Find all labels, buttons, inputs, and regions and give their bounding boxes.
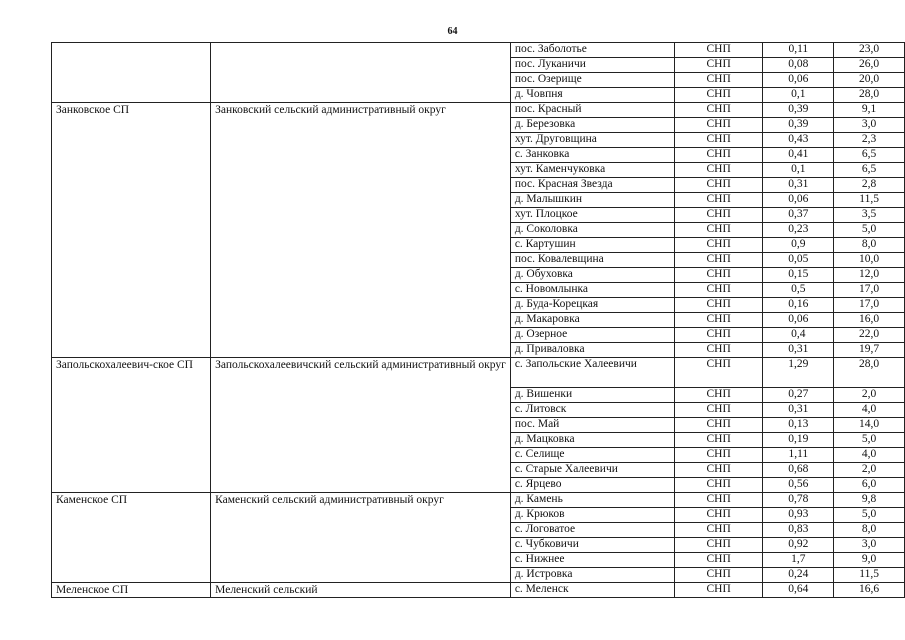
type-cell: СНП xyxy=(674,493,763,508)
distance-cell: 20,0 xyxy=(834,73,905,88)
type-cell: СНП xyxy=(674,103,763,118)
type-cell: СНП xyxy=(674,163,763,178)
distance-cell: 14,0 xyxy=(834,418,905,433)
type-cell: СНП xyxy=(674,418,763,433)
distance-cell: 9,1 xyxy=(834,103,905,118)
place-cell: пос. Ковалевщина xyxy=(510,253,674,268)
distance-cell: 3,5 xyxy=(834,208,905,223)
distance-cell: 28,0 xyxy=(834,88,905,103)
area-cell: 0,64 xyxy=(763,583,834,598)
area-cell: 0,39 xyxy=(763,118,834,133)
type-cell: СНП xyxy=(674,313,763,328)
place-cell: с. Селище xyxy=(510,448,674,463)
place-cell: хут. Каменчуковка xyxy=(510,163,674,178)
distance-cell: 5,0 xyxy=(834,433,905,448)
distance-cell: 16,0 xyxy=(834,313,905,328)
type-cell: СНП xyxy=(674,478,763,493)
distance-cell: 12,0 xyxy=(834,268,905,283)
table-body xyxy=(52,43,905,598)
type-cell: СНП xyxy=(674,73,763,88)
area-cell: 0,31 xyxy=(763,403,834,418)
area-cell: 0,92 xyxy=(763,538,834,553)
place-cell: д. Обуховка xyxy=(510,268,674,283)
table-row xyxy=(52,358,905,388)
distance-cell: 3,0 xyxy=(834,118,905,133)
place-cell: пос. Красная Звезда xyxy=(510,178,674,193)
distance-cell: 2,0 xyxy=(834,463,905,478)
place-cell: пос. Луканичи xyxy=(510,58,674,73)
distance-cell: 26,0 xyxy=(834,58,905,73)
place-cell: пос. Озерище xyxy=(510,73,674,88)
type-cell: СНП xyxy=(674,88,763,103)
type-cell: СНП xyxy=(674,58,763,73)
area-cell: 0,39 xyxy=(763,103,834,118)
table-row xyxy=(52,493,905,508)
area-cell: 0,41 xyxy=(763,148,834,163)
district-cell: Занковский сельский административный округ xyxy=(211,103,511,358)
place-cell: с. Меленск xyxy=(510,583,674,598)
area-cell: 0,23 xyxy=(763,223,834,238)
area-cell: 0,15 xyxy=(763,268,834,283)
area-cell: 0,16 xyxy=(763,298,834,313)
place-cell: с. Нижнее xyxy=(510,553,674,568)
place-cell: хут. Плоцкое xyxy=(510,208,674,223)
area-cell: 0,1 xyxy=(763,88,834,103)
type-cell: СНП xyxy=(674,238,763,253)
type-cell: СНП xyxy=(674,208,763,223)
distance-cell: 19,7 xyxy=(834,343,905,358)
distance-cell: 28,0 xyxy=(834,358,905,388)
area-cell: 0,08 xyxy=(763,58,834,73)
type-cell: СНП xyxy=(674,463,763,478)
place-cell: д. Березовка xyxy=(510,118,674,133)
area-cell: 0,43 xyxy=(763,133,834,148)
distance-cell: 23,0 xyxy=(834,43,905,58)
page-number: 64 xyxy=(447,26,458,37)
type-cell: СНП xyxy=(674,508,763,523)
place-cell: д. Приваловка xyxy=(510,343,674,358)
type-cell: СНП xyxy=(674,298,763,313)
area-cell: 0,56 xyxy=(763,478,834,493)
type-cell: СНП xyxy=(674,358,763,388)
place-cell: д. Крюков xyxy=(510,508,674,523)
distance-cell: 2,8 xyxy=(834,178,905,193)
distance-cell: 11,5 xyxy=(834,568,905,583)
place-cell: с. Картушин xyxy=(510,238,674,253)
type-cell: СНП xyxy=(674,328,763,343)
distance-cell: 6,0 xyxy=(834,478,905,493)
place-cell: хут. Друговщина xyxy=(510,133,674,148)
type-cell: СНП xyxy=(674,283,763,298)
type-cell: СНП xyxy=(674,448,763,463)
municipality-cell: Каменское СП xyxy=(52,493,211,583)
type-cell: СНП xyxy=(674,178,763,193)
district-cell: Каменский сельский административный округ xyxy=(211,493,511,583)
type-cell: СНП xyxy=(674,538,763,553)
distance-cell: 16,6 xyxy=(834,583,905,598)
area-cell: 0,93 xyxy=(763,508,834,523)
distance-cell: 6,5 xyxy=(834,148,905,163)
district-cell: Меленский сельский xyxy=(211,583,511,598)
area-cell: 0,9 xyxy=(763,238,834,253)
table-row xyxy=(52,43,905,58)
area-cell: 0,19 xyxy=(763,433,834,448)
distance-cell: 3,0 xyxy=(834,538,905,553)
area-cell: 0,31 xyxy=(763,343,834,358)
place-cell: д. Малышкин xyxy=(510,193,674,208)
district-cell xyxy=(211,43,511,103)
type-cell: СНП xyxy=(674,193,763,208)
area-cell: 1,11 xyxy=(763,448,834,463)
type-cell: СНП xyxy=(674,403,763,418)
place-cell: с. Литовск xyxy=(510,403,674,418)
type-cell: СНП xyxy=(674,553,763,568)
distance-cell: 8,0 xyxy=(834,238,905,253)
type-cell: СНП xyxy=(674,523,763,538)
area-cell: 0,1 xyxy=(763,163,834,178)
place-cell: д. Озерное xyxy=(510,328,674,343)
area-cell: 0,27 xyxy=(763,388,834,403)
district-cell: Запольскохалеевичский сельский административный округ xyxy=(211,358,511,493)
area-cell: 0,78 xyxy=(763,493,834,508)
distance-cell: 4,0 xyxy=(834,403,905,418)
place-cell: с. Чубковичи xyxy=(510,538,674,553)
type-cell: СНП xyxy=(674,253,763,268)
type-cell: СНП xyxy=(674,268,763,283)
place-cell: д. Мацковка xyxy=(510,433,674,448)
area-cell: 0,11 xyxy=(763,43,834,58)
place-cell: д. Камень xyxy=(510,493,674,508)
distance-cell: 17,0 xyxy=(834,283,905,298)
type-cell: СНП xyxy=(674,433,763,448)
place-cell: д. Човпня xyxy=(510,88,674,103)
distance-cell: 5,0 xyxy=(834,223,905,238)
area-cell: 0,31 xyxy=(763,178,834,193)
area-cell: 1,7 xyxy=(763,553,834,568)
type-cell: СНП xyxy=(674,568,763,583)
distance-cell: 9,8 xyxy=(834,493,905,508)
area-cell: 0,4 xyxy=(763,328,834,343)
type-cell: СНП xyxy=(674,118,763,133)
area-cell: 1,29 xyxy=(763,358,834,388)
area-cell: 0,37 xyxy=(763,208,834,223)
type-cell: СНП xyxy=(674,343,763,358)
settlements-table xyxy=(51,42,905,598)
area-cell: 0,05 xyxy=(763,253,834,268)
municipality-cell: Запольскохалеевич-ское СП xyxy=(52,358,211,493)
distance-cell: 5,0 xyxy=(834,508,905,523)
place-cell: д. Вишенки xyxy=(510,388,674,403)
place-cell: с. Запольские Халеевичи xyxy=(510,358,674,388)
distance-cell: 22,0 xyxy=(834,328,905,343)
area-cell: 0,24 xyxy=(763,568,834,583)
place-cell: д. Макаровка xyxy=(510,313,674,328)
area-cell: 0,5 xyxy=(763,283,834,298)
place-cell: с. Новомлынка xyxy=(510,283,674,298)
distance-cell: 2,3 xyxy=(834,133,905,148)
area-cell: 0,06 xyxy=(763,73,834,88)
distance-cell: 17,0 xyxy=(834,298,905,313)
type-cell: СНП xyxy=(674,148,763,163)
distance-cell: 9,0 xyxy=(834,553,905,568)
distance-cell: 10,0 xyxy=(834,253,905,268)
place-cell: д. Соколовка xyxy=(510,223,674,238)
area-cell: 0,68 xyxy=(763,463,834,478)
area-cell: 0,06 xyxy=(763,313,834,328)
place-cell: д. Истровка xyxy=(510,568,674,583)
municipality-cell xyxy=(52,43,211,103)
place-cell: пос. Заболотье xyxy=(510,43,674,58)
type-cell: СНП xyxy=(674,133,763,148)
place-cell: пос. Красный xyxy=(510,103,674,118)
table-row xyxy=(52,103,905,118)
municipality-cell: Занковское СП xyxy=(52,103,211,358)
place-cell: с. Занковка xyxy=(510,148,674,163)
municipality-cell: Меленское СП xyxy=(52,583,211,598)
place-cell: с. Логоватое xyxy=(510,523,674,538)
distance-cell: 11,5 xyxy=(834,193,905,208)
distance-cell: 4,0 xyxy=(834,448,905,463)
type-cell: СНП xyxy=(674,43,763,58)
place-cell: с. Старые Халеевичи xyxy=(510,463,674,478)
type-cell: СНП xyxy=(674,223,763,238)
area-cell: 0,83 xyxy=(763,523,834,538)
area-cell: 0,13 xyxy=(763,418,834,433)
area-cell: 0,06 xyxy=(763,193,834,208)
distance-cell: 6,5 xyxy=(834,163,905,178)
distance-cell: 2,0 xyxy=(834,388,905,403)
type-cell: СНП xyxy=(674,388,763,403)
distance-cell: 8,0 xyxy=(834,523,905,538)
place-cell: пос. Май xyxy=(510,418,674,433)
place-cell: с. Ярцево xyxy=(510,478,674,493)
place-cell: д. Буда-Корецкая xyxy=(510,298,674,313)
type-cell: СНП xyxy=(674,583,763,598)
table-row xyxy=(52,583,905,598)
